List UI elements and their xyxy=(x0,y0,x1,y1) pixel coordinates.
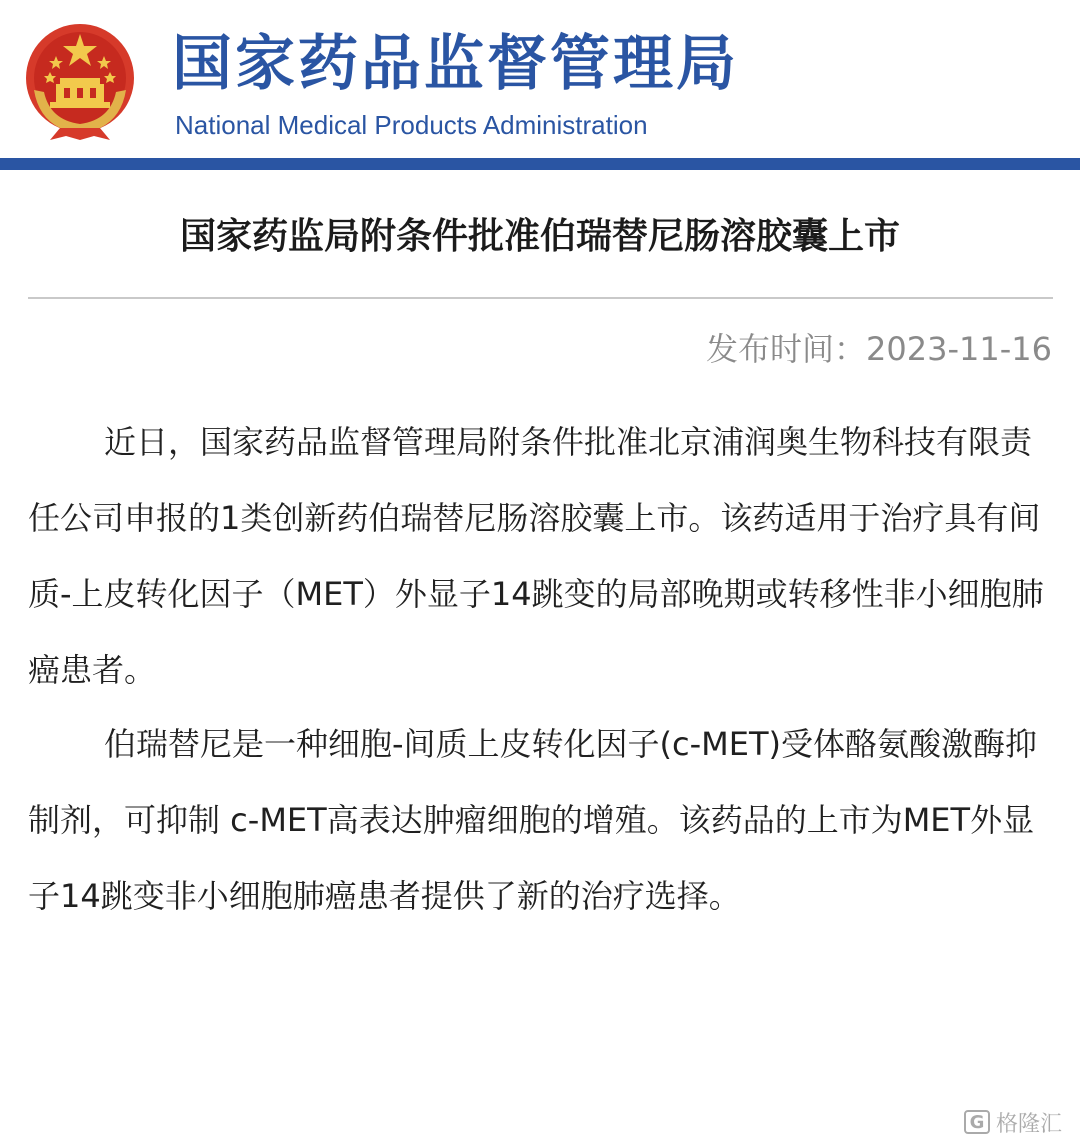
org-name-cn: 国家药品监督管理局 xyxy=(172,29,739,99)
header-divider-bar xyxy=(0,158,1080,170)
source-watermark xyxy=(964,1107,1062,1137)
publish-date xyxy=(706,326,1052,372)
article-paragraph-1: 近日，国家药品监督管理局附条件批准北京浦润奥生物科技有限责任公司申报的1类创新药伯瑞替尼肠溶胶囊上市。该药适用于治疗具有间质-上皮转化因子（MET）外显子14跳变的局部晚期或转移性非小细胞肺癌患者。 xyxy=(28,423,1044,689)
watermark-text: 格隆汇 xyxy=(995,1111,1062,1137)
national-emblem-icon xyxy=(20,20,140,142)
title-divider xyxy=(28,297,1053,299)
article-paragraph-2: 伯瑞替尼是一种细胞-间质上皮转化因子(c-MET)受体酪氨酸激酶抑制剂，可抑制 c-MET高表达肿瘤细胞的增殖。该药品的上市为MET外显子14跳变非小细胞肺癌患者提供了新的治疗选择。 xyxy=(28,725,1038,915)
publish-date-value: 2023-11-16 xyxy=(866,330,1052,368)
article-title: 国家药监局附条件批准伯瑞替尼肠溶胶囊上市 xyxy=(179,216,900,257)
gelonghui-logo-icon: G xyxy=(964,1110,990,1134)
site-header xyxy=(0,0,1080,160)
org-name-en: National Medical Products Administration xyxy=(175,110,648,140)
publish-date-label: 发布时间： xyxy=(706,330,867,368)
